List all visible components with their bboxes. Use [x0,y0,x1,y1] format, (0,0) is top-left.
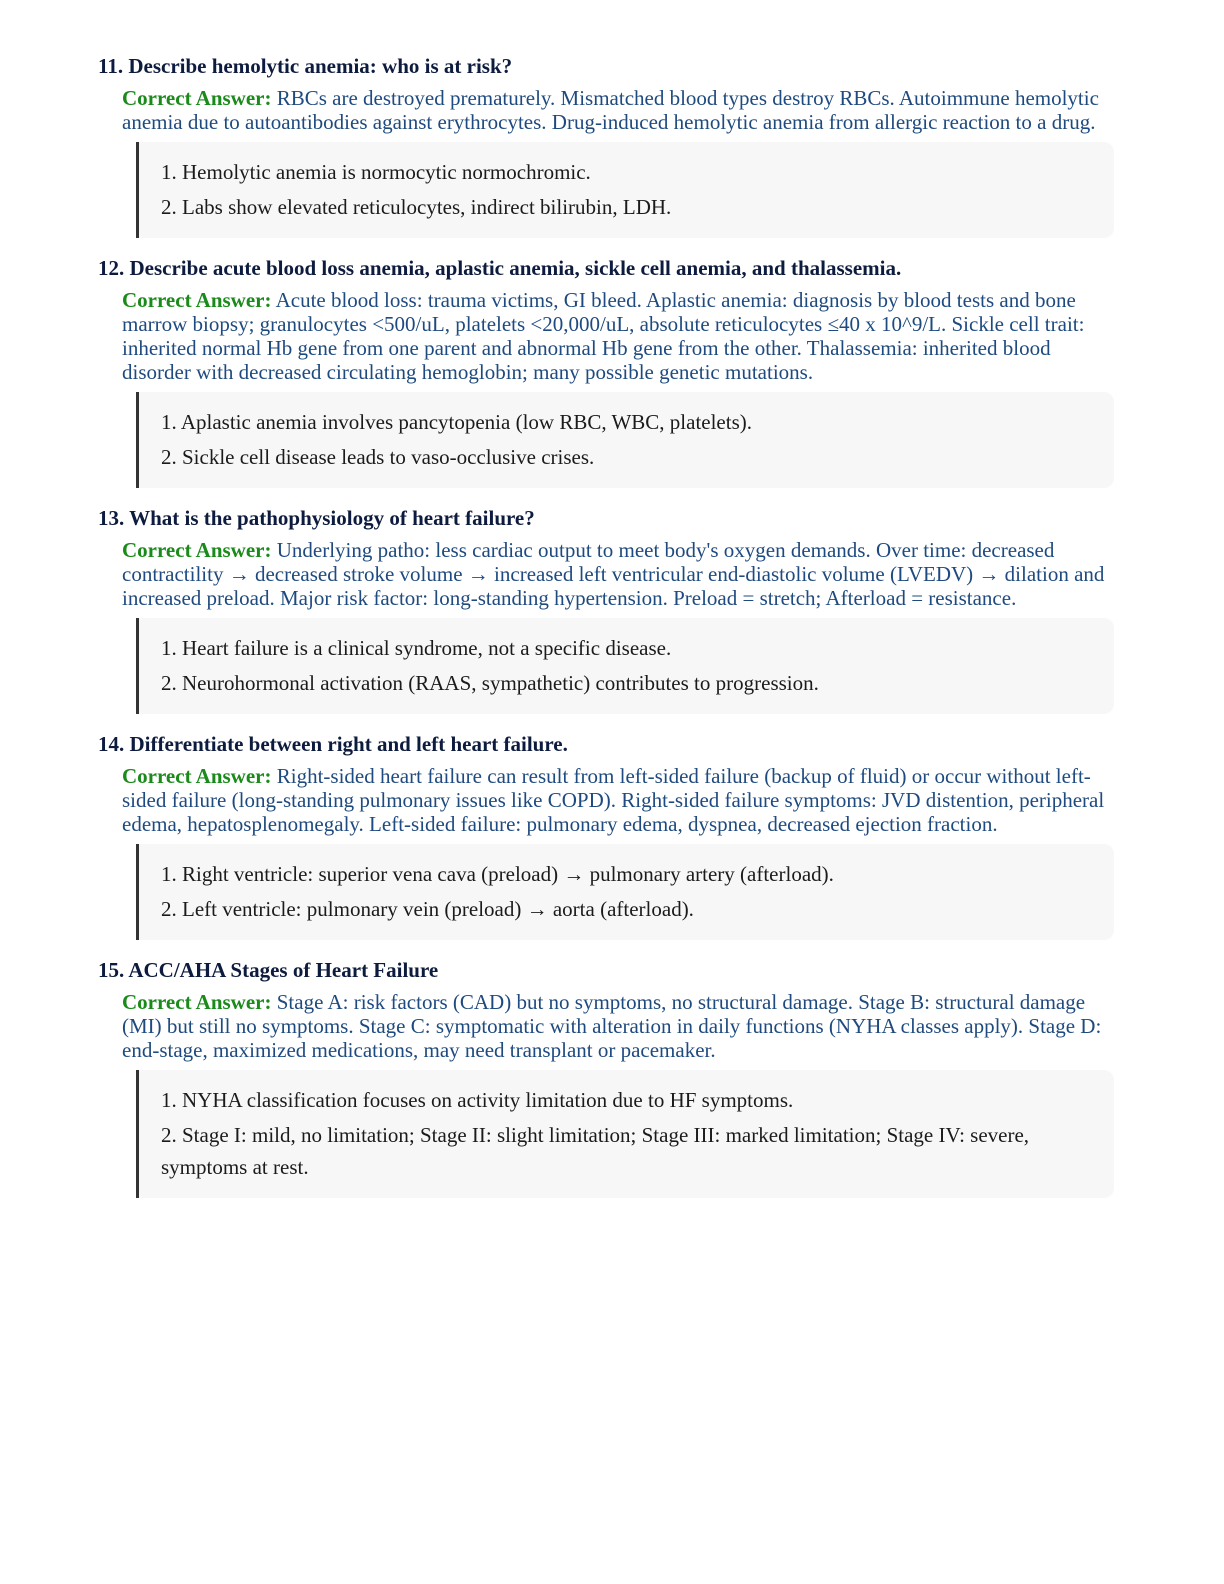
answer-text: Acute blood loss: trauma victims, GI bleed. Aplastic anemia: diagnosis by blood tests and bone marrow biopsy; granulocytes <500/uL, platelets <20,000/uL, absolute reticulocytes ≤40 x 10^9/L. Sickle cell trait: inherited normal Hb gene from one parent and abnormal Hb gene from the other. Thalassemia: inherited blood disorder with decreased circulating hemoglobin; many possible genetic mutations. [122,288,1085,384]
notes-box [136,618,1114,714]
note-item: 2. Labs show elevated reticulocytes, indirect bilirubin, LDH. [161,195,672,219]
note-item: 1. Heart failure is a clinical syndrome, not a specific disease. [161,636,672,660]
notes-box [136,1070,1114,1198]
notes-box [136,844,1114,940]
notes-box [136,142,1114,238]
answer-block [122,990,1114,1062]
note-item: 1. Hemolytic anemia is normocytic normochromic. [161,160,591,184]
question-title: 11. Describe hemolytic anemia: who is at risk? [98,54,513,78]
note-item: 1. NYHA classification focuses on activity limitation due to HF symptoms. [161,1088,794,1112]
answer-block [122,86,1114,134]
question-title: 12. Describe acute blood loss anemia, aplastic anemia, sickle cell anemia, and thalassemia. [98,256,902,280]
note-item: 2. Neurohormonal activation (RAAS, sympathetic) contributes to progression. [161,671,819,695]
answer-label: Correct Answer: [122,86,272,110]
answer-label: Correct Answer: [122,538,272,562]
answer-text: Right-sided heart failure can result from left-sided failure (backup of fluid) or occur without left-sided failure (long-standing pulmonary issues like COPD). Right-sided failure symptoms: JVD distention, peripheral edema, hepatosplenomegaly. Left-sided failure: pulmonary edema, dyspnea, decreased ejection fraction. [122,764,1105,836]
note-item: 2. Left ventricle: pulmonary vein (preload) → aorta (afterload). [161,897,694,921]
question-14 [98,730,1114,940]
document-page [98,52,1114,1214]
note-item: 2. Stage I: mild, no limitation; Stage II: slight limitation; Stage III: marked limitation; Stage IV: severe, symptoms at rest. [161,1123,1030,1179]
answer-label: Correct Answer: [122,764,272,788]
question-title: 15. ACC/AHA Stages of Heart Failure [98,958,439,982]
question-title: 14. Differentiate between right and left heart failure. [98,732,568,756]
answer-label: Correct Answer: [122,990,272,1014]
question-12 [98,254,1114,488]
notes-box [136,392,1114,488]
answer-text: Stage A: risk factors (CAD) but no symptoms, no structural damage. Stage B: structural damage (MI) but still no symptoms. Stage C: symptomatic with alteration in daily functions (NYHA classes apply). Stage D: end-stage, maximized medications, may need transplant or pacemaker. [122,990,1102,1062]
question-title: 13. What is the pathophysiology of heart failure? [98,506,535,530]
answer-block [122,764,1114,836]
answer-label: Correct Answer: [122,288,272,312]
note-item: 1. Aplastic anemia involves pancytopenia (low RBC, WBC, platelets). [161,410,753,434]
answer-text: Underlying patho: less cardiac output to meet body's oxygen demands. Over time: decreased contractility → decreased stroke volume → increased left ventricular end-diastolic volume (LVEDV) → dilation and increased preload. Major risk factor: long-standing hypertension. Preload = stretch; Afterload = resistance. [122,538,1105,610]
answer-text: RBCs are destroyed prematurely. Mismatched blood types destroy RBCs. Autoimmune hemolytic anemia due to autoantibodies against erythrocytes. Drug-induced hemolytic anemia from allergic reaction to a drug. [122,86,1099,134]
question-15 [98,956,1114,1198]
question-13 [98,504,1114,714]
answer-block [122,288,1114,384]
note-item: 2. Sickle cell disease leads to vaso-occlusive crises. [161,445,595,469]
question-11 [98,52,1114,238]
note-item: 1. Right ventricle: superior vena cava (preload) → pulmonary artery (afterload). [161,862,834,886]
answer-block [122,538,1114,610]
